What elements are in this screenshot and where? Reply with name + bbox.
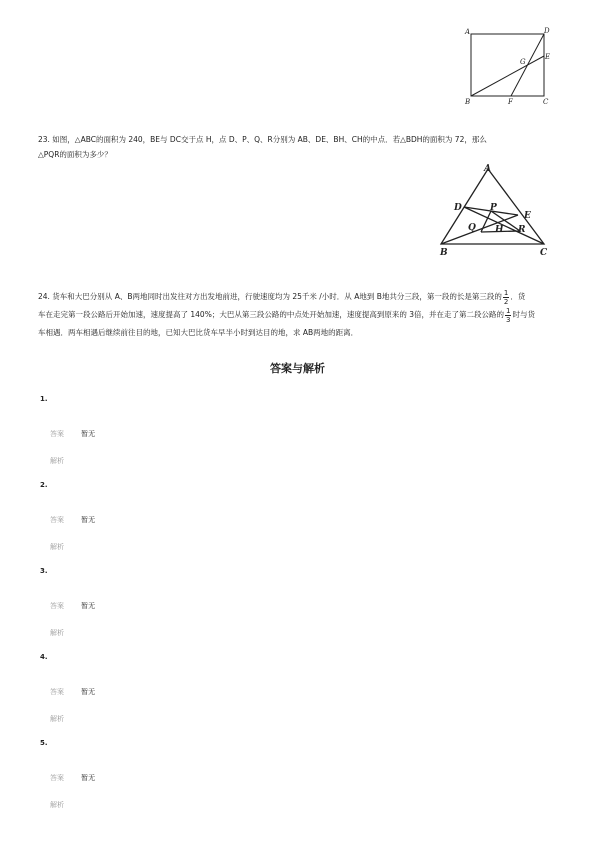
question-24 — [38, 288, 568, 342]
label-f: F — [508, 98, 513, 106]
analysis-label: 解析 — [50, 543, 64, 551]
answer-label: 答案 — [50, 688, 64, 696]
label-q: Q — [468, 223, 476, 233]
analysis-label: 解析 — [50, 801, 64, 809]
answer-number: 3. — [40, 567, 48, 575]
answer-value: 暂无 — [81, 688, 96, 696]
segment-be — [471, 56, 544, 96]
answer-label: 答案 — [50, 430, 64, 438]
answer-block — [40, 481, 95, 553]
answer-block — [40, 739, 95, 811]
segment-df — [511, 34, 544, 96]
answer-block — [40, 567, 95, 639]
label-d: D — [454, 203, 462, 213]
segment-pq — [481, 211, 491, 232]
question-23-line2: △PQR的面积为多少？ — [38, 150, 112, 159]
label-b: B — [465, 98, 471, 106]
analysis-label: 解析 — [50, 715, 64, 723]
analysis-label: 解析 — [50, 629, 64, 637]
label-h: H — [495, 225, 504, 235]
label-d: D — [544, 27, 550, 35]
analysis-label: 解析 — [50, 457, 64, 465]
answer-number: 4. — [40, 653, 48, 661]
label-p: P — [490, 203, 497, 213]
answer-label: 答案 — [50, 602, 64, 610]
label-a: A — [484, 164, 491, 174]
segment-be — [441, 215, 518, 244]
answer-number: 5. — [40, 739, 48, 747]
answer-label: 答案 — [50, 774, 64, 782]
label-e: E — [524, 211, 531, 221]
triangle-figure — [432, 160, 557, 258]
answer-number: 2. — [40, 481, 48, 489]
rectangle-figure — [458, 24, 558, 108]
answer-value: 暂无 — [81, 774, 96, 782]
answer-value: 暂无 — [81, 602, 96, 610]
question-24-line3: 车相遇．两车相遇后继续前往目的地，已知大巴比货车早半小时到达目的地，求 AB两地的距离． — [38, 328, 359, 337]
answer-number: 1. — [40, 395, 48, 403]
fraction-one-third: $\frac{1}{3}$ — [505, 306, 511, 324]
answers-title: 答案与解析 — [270, 362, 325, 375]
rectangle-abcd — [471, 34, 544, 96]
label-c: C — [540, 248, 548, 258]
question-24-line2: 车在走完第一段公路后开始加速，速度提高了 140%；大巴从第三段公路的中点处开始加速，速度提高到原来的 3倍，并在走了第二段公路的 $\frac{1}{3}$ 时与货 — [38, 306, 535, 324]
answer-value: 暂无 — [81, 430, 96, 438]
answer-label: 答案 — [50, 516, 64, 524]
question-23-line1: 23. 如图，△ABC的面积为 240，BE与 DC交于点 H，点 D、P、Q、R分别为 AB、DE、BH、CH的中点．若△BDH的面积为 72，那么 — [38, 135, 487, 144]
answer-block — [40, 653, 95, 725]
question-24-line1: 24. 货车和大巴分别从 A、B两地同时出发往对方出发地前进，行驶速度均为 25千米 /小时．从 A地到 B地共分三段，第一段的长是第三段的 $\frac{1}{2}$ ．货 — [38, 288, 526, 306]
label-g: G — [520, 58, 526, 66]
label-r: R — [518, 225, 526, 235]
label-a: A — [465, 28, 471, 36]
label-c: C — [543, 98, 549, 106]
fraction-one-half: $\frac{1}{2}$ — [503, 288, 509, 306]
question-23 — [38, 132, 568, 162]
answer-value: 暂无 — [81, 516, 96, 524]
answer-block — [40, 395, 95, 467]
label-e: E — [545, 53, 551, 61]
label-b: B — [440, 248, 448, 258]
